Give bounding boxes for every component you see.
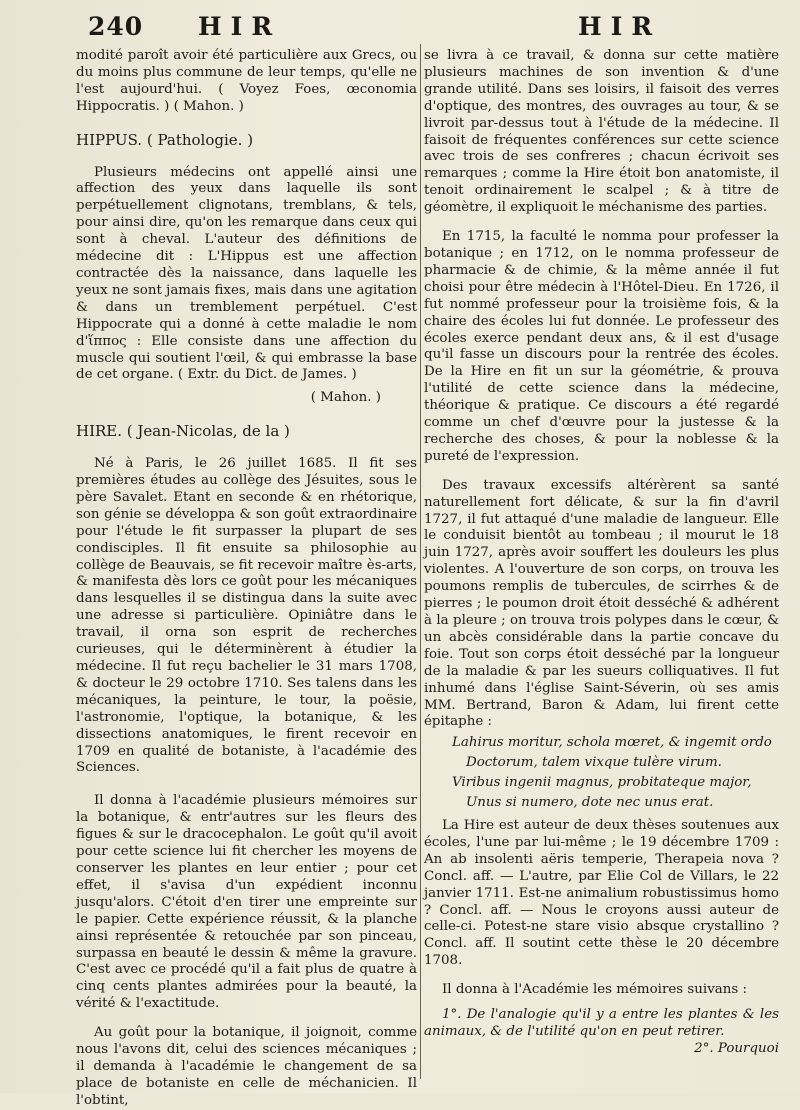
right-paragraph-2: En 1715, la faculté le nomma pour professer la botanique ; en 1712, on le nomma professeur de pharmacie & de chimie, & la même année il fut choisi pour être médecin à l'Hôtel-Dieu. En 1726, il fut nommé professeur pour la troisième fois, & la chaire des écoles lui fut donnée. Le professeur des écoles exerce pendant deux ans, & il est d'usage qu'il fasse un discours pour la rentrée des écoles. De la Hire en fit un sur la géométrie, & prouva l'utilité de cette science dans la médecine, théorique & pratique. Ce discours a été regardé comme un chef d'œuvre pour la justesse & la recherche des choses, & pour la noblesse & la pureté de l'expression. xyxy=(424,229,779,464)
epitaph-line: Viribus ingenii magnus, probitateque major, xyxy=(452,775,752,791)
right-paragraph-6: 1°. De l'analogie qu'il y a entre les plantes & les animaux, & de l'utilité qu'on en peut retirer. xyxy=(424,1007,779,1039)
running-head-left: HIR xyxy=(198,12,282,41)
epitaph-line: Doctorum, talem vixque tulère virum. xyxy=(466,755,722,771)
epitaph xyxy=(424,735,779,812)
running-head-right: HIR xyxy=(578,12,662,41)
hippus-paragraph: Plusieurs médecins ont appellé ainsi une affection des yeux dans laquelle ils sont perpétuellement clignotans, tremblans, & tels, pour ainsi dire, qu'on les remarque dans ceux qui sont à cheval. L'auteur des définitions de médecine dit : L'Hippus est une affection contractée dès la naissance, dans laquelle les yeux ne sont jamais fixes, mais dans une agitation & dans un tremblement perpétuel. C'est Hippocrate qui a donné à cette maladie le nom d'ἵππος : Elle consiste dans une affection du muscle qui soutient l'œil, & qui embrasse la base de cet organe. ( Extr. du Dict. de James. ) xyxy=(76,164,417,383)
entry-heading-hire: HIRE. ( Jean-Nicolas, de la ) xyxy=(76,422,290,441)
entry-heading-hippus: HIPPUS. ( Pathologie. ) xyxy=(76,130,254,149)
page-header xyxy=(0,10,800,44)
hire-paragraph-3: Au goût pour la botanique, il joignoit, comme nous l'avons dit, celui des sciences mécaniques ; il demanda à l'académie le changement de sa place de botaniste en celle de méchanicien. Il l'obtint, xyxy=(76,1025,417,1108)
epitaph-line: Unus si numero, dote nec unus erat. xyxy=(466,795,714,811)
hire-paragraph-2: Il donna à l'académie plusieurs mémoires sur la botanique, & entr'autres sur les fleurs des figues & sur le dracocephalon. Le goût qu'il avoit pour cette science lui fit chercher les moyens de conserver les plantes en leur entier ; pour cet effet, il s'avisa d'un expédient inconnu jusqu'alors. C'étoit d'en tirer une empreinte sur le papier. Cette expérience réussit, & la planche ainsi représentée & retouchée par son pinceau, surpassa en beauté le dessin & même la gravure. C'est avec ce procédé qu'il a fait plus de quatre à cinq cents plantes admirées pour la beauté, la vérité & l'exactitude. xyxy=(76,793,417,1012)
right-paragraph-4: La Hire est auteur de deux thèses soutenues aux écoles, l'une par lui-même ; le 19 décembre 1709 : An ab insolenti aëris temperie, Therapeia nova ? Concl. aff. — L'autre, par Elie Col de Villars, le 22 janvier 1711. Est-ne animalium robustissimus homo ? Concl. aff. — Nous le croyons aussi auteur de celle-ci. Potest-ne stare visio absque crystallino ? Concl. aff. Il soutint cette thèse le 20 décembre 1708. xyxy=(424,817,779,969)
right-column xyxy=(424,48,779,1058)
catchword: 2°. Pourquoi xyxy=(694,1040,779,1056)
page-number: 240 xyxy=(88,12,144,41)
hippus-signature: ( Mahon. ) xyxy=(310,390,381,406)
right-paragraph-1: se livra à ce travail, & donna sur cette matière plusieurs machines de son invention & d'une grande utilité. Dans ses loisirs, il faisoit des verres d'optique, des montres, des ouvrages au tour, & se livroit par-dessus tout à l'étude de la médecine. Il faisoit de fréquentes conférences sur cette science avec trois de ses confreres ; chacun écrivoit ses remarques ; comme la Hire étoit bon anatomiste, il tenoit ordinairement le scalpel ; & à titre de géomètre, il expliquoit le méchanisme des parties. xyxy=(424,48,779,216)
hire-paragraph-1: Né à Paris, le 26 juillet 1685. Il fit ses premières études au collège des Jésuites, sous le père Savalet. Etant en seconde & en rhétorique, son génie se développa & son goût extraordinaire pour l'étude le fit surpasser la plupart de ses condisciples. Il fit ensuite sa philosophie au collège de Beauvais, se fit recevoir maître ès-arts, & manifesta dès lors ce goût pour les mécaniques dans lesquelles il se distingua dans la suite avec une adresse si particulière. Opiniâtre dans le travail, il orna son esprit de recherches curieuses, qui le déterminèrent à étudier la médecine. Il fut reçu bachelier le 31 mars 1708, & docteur le 29 octobre 1710. Ses talens dans les mécaniques, la peinture, le tour, la poësie, l'astronomie, l'optique, la botanique, & les dissections anatomiques, le firent recevoir en 1709 en qualité de botaniste, à l'académie des Sciences. xyxy=(76,456,417,776)
intro-paragraph: modité paroît avoir été particulière aux Grecs, ou du moins plus commune de leur temps, qu'elle ne l'est aujourd'hui. ( Voyez Foes, œconomia Hippocratis. ) ( Mahon. ) xyxy=(76,48,417,114)
epitaph-line: Lahirus moritur, schola mœret, & ingemit ordo xyxy=(452,735,772,751)
left-column xyxy=(76,48,417,1110)
right-paragraph-3: Des travaux excessifs altérèrent sa santé naturellement fort délicate, & sur la fin d'avril 1727, il fut attaqué d'une maladie de langueur. Elle le conduisit bientôt au tombeau ; il mourut le 18 juin 1727, après avoir souffert les douleurs les plus violentes. A l'ouverture de son corps, on trouva les poumons remplis de tubercules, de scirrhes & de pierres ; le poumon droit étoit desséché & adhérent à la pleure ; on trouva trois polypes dans le cœur, & un abcès considérable dans la partie concave du foie. Tout son corps étoit desséché par la longueur de la maladie & par les sueurs colliquatives. Il fut inhumé dans l'église Saint-Séverin, où ses amis MM. Bertrand, Baron & Adam, lui firent cette épitaphe : xyxy=(424,477,779,730)
right-paragraph-5: Il donna à l'Académie les mémoires suivans : xyxy=(442,982,748,998)
column-divider xyxy=(420,44,421,1079)
